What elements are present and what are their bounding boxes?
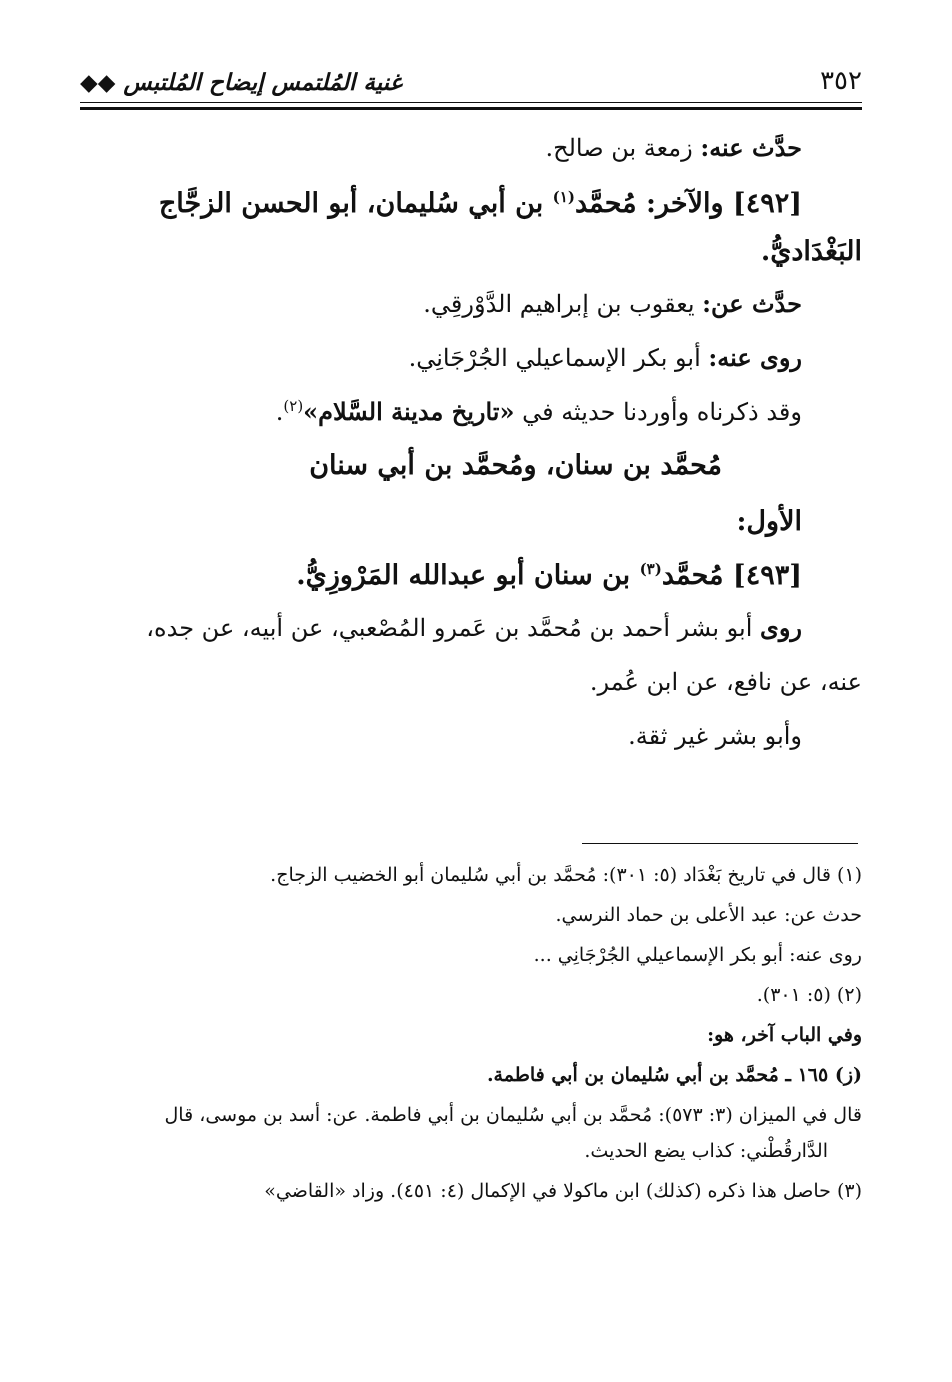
footnote-2: (٢) (٥: ٣٠١). — [756, 984, 862, 1006]
page-number: ٣٥٢ — [820, 66, 862, 96]
paragraph-narrated-from — [78, 132, 862, 164]
footnote-ref: (٢) — [283, 397, 304, 415]
entry-number: [٤٩٢] — [732, 188, 802, 219]
book-title: «تاريخ مدينة السَّلام» — [303, 397, 515, 426]
footnote-extra-entry: (ز) ١٦٥ ـ مُحمَّد بن أبي سُليمان بن أبي فاطمة. — [486, 1064, 862, 1086]
paragraph-narrated-by — [78, 342, 862, 374]
diamond-ornament-icon: ◆◆ — [80, 69, 116, 96]
running-header — [80, 52, 862, 96]
paragraph-narrated-from-2 — [78, 288, 862, 320]
entry-name-rest: بن سنان أبو عبدالله المَرْوزِيُّ. — [296, 560, 640, 591]
nisba: البَغْدَاديُّ. — [760, 236, 862, 267]
footnote-ref: (١) — [552, 188, 575, 206]
paragraph-narration-cont: عنه، عن نافع، عن ابن عُمر. — [589, 668, 862, 696]
entry-name-rest: بن أبي سُليمان، أبو الحسن الزجَّاج — [158, 188, 553, 219]
label: روى — [760, 613, 802, 642]
text: أبو بكر الإسماعيلي الجُرْجَانِي. — [408, 344, 709, 372]
footnote-1-line-1: (١) قال في تاريخ بَغْدَاد (٥: ٣٠١): مُحمَّد بن أبي سُليمان أبو الخضيب الزجاج. — [270, 864, 862, 886]
header-title — [80, 69, 402, 96]
header-title-text: غنية المُلتمس إيضاح المُلتبس — [123, 69, 402, 96]
footnote-mizan-line-1: قال في الميزان (٣: ٥٧٣): مُحمَّد بن أبي سُليمان بن أبي فاطمة. عن: أسد بن موسى، قال — [164, 1104, 862, 1126]
header-rule-thin — [80, 102, 862, 103]
footnote-separator — [582, 843, 858, 844]
entry-name: مُحمَّد — [661, 560, 733, 591]
label: حدَّث عنه: — [700, 133, 802, 162]
first-label: الأول: — [736, 506, 802, 537]
footnote-mizan-line-2: الدَّارقُطْني: كذاب يضع الحديث. — [584, 1140, 828, 1162]
paragraph-assessment: وأبو بشر غير ثقة. — [628, 722, 802, 750]
footnotes — [80, 862, 862, 1204]
label: روى عنه: — [708, 343, 802, 372]
label: والآخر: — [646, 188, 733, 219]
footnote-1-line-2: حدث عن: عبد الأعلى بن حماد النرسي. — [555, 904, 862, 926]
entry-number: [٤٩٣] — [732, 560, 802, 591]
text: زمعة بن صالح. — [545, 134, 701, 162]
paragraph-mention — [78, 396, 862, 428]
entry-492-cont — [78, 236, 862, 268]
main-text — [78, 128, 862, 752]
paragraph-narration — [78, 612, 862, 644]
footnote-extra-label: وفي الباب آخر، هو: — [707, 1024, 862, 1046]
entry-492 — [78, 188, 862, 220]
section-title: مُحمَّد بن سنان، ومُحمَّد بن أبي سنان — [309, 450, 722, 481]
entry-493 — [78, 560, 862, 592]
text: (٣) حاصل هذا ذكره (كذلك) ابن ماكولا في الإكمال (٤: ٤٥١). وزاد — [345, 1180, 862, 1202]
text: . — [275, 398, 284, 426]
text: أبو بشر أحمد بن مُحمَّد بن عَمرو المُصْعبي، عن أبيه، عن جده، — [146, 614, 761, 642]
text: يعقوب بن إبراهيم الدَّوْرقِي. — [423, 290, 703, 318]
footnote-ref: (٣) — [639, 560, 662, 578]
entry-name: مُحمَّد — [574, 188, 647, 219]
quoted-word: «القاضي» — [264, 1180, 346, 1202]
header-rule-thick — [80, 107, 862, 110]
footnote-3 — [80, 1178, 862, 1204]
footnote-1-line-3: روى عنه: أبو بكر الإسماعيلي الجُرْجَانِي ... — [533, 944, 862, 966]
text: وقد ذكرناه وأوردنا حديثه في — [514, 398, 802, 426]
label: حدَّث عن: — [702, 289, 802, 318]
